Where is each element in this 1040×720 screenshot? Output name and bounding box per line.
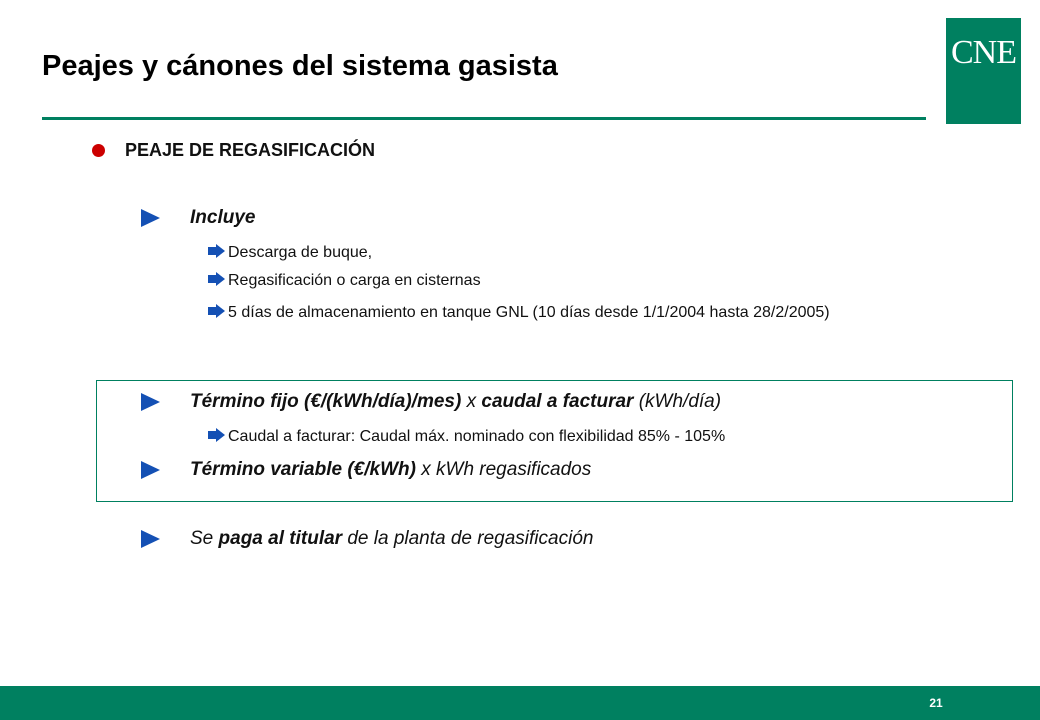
triangle-bullet-icon — [141, 461, 160, 479]
termino-variable-text: Término variable (€/kWh) x kWh regasificados — [190, 459, 592, 480]
caudal-text: Caudal a facturar: Caudal máx. nominado con flexibilidad 85% - 105% — [228, 428, 726, 445]
slide-title: Peajes y cánones del sistema gasista — [42, 50, 558, 82]
termino-fijo-text: Término fijo (€/(kWh/día)/mes) x caudal a facturar (kWh/día) — [190, 391, 722, 412]
incluye-heading: Incluye — [190, 207, 256, 228]
arrow-bullet-icon — [207, 304, 226, 318]
triangle-bullet-icon — [141, 209, 160, 227]
arrow-bullet-icon — [207, 244, 226, 258]
triangle-bullet-icon — [141, 393, 160, 411]
section-title: PEAJE DE REGASIFICACIÓN — [125, 140, 376, 160]
incluye-item-text: 5 días de almacenamiento en tanque GNL (10 días desde 1/1/2004 hasta 28/2/2005) — [228, 304, 830, 321]
incluye-item-text: Descarga de buque, — [228, 244, 373, 261]
incluye-item-3 — [207, 301, 933, 324]
termino-variable-bullet — [141, 459, 591, 481]
pago-bullet — [141, 528, 593, 550]
incluye-item-text: Regasificación o carga en cisternas — [228, 272, 481, 289]
caudal-item — [207, 425, 933, 448]
footer-bar — [0, 686, 1040, 720]
incluye-bullet — [141, 207, 255, 229]
incluye-item-2 — [207, 269, 933, 292]
incluye-item-1 — [207, 241, 933, 264]
arrow-bullet-icon — [207, 272, 226, 286]
pago-text: Se paga al titular de la planta de regasificación — [190, 528, 594, 549]
title-underline — [42, 117, 926, 120]
section-heading — [92, 140, 375, 161]
page-number: 21 — [929, 696, 943, 710]
red-bullet-icon — [92, 144, 105, 157]
termino-fijo-bullet — [141, 391, 721, 413]
cne-logo: CNE — [946, 18, 1021, 124]
arrow-bullet-icon — [207, 428, 226, 442]
triangle-bullet-icon — [141, 530, 160, 548]
